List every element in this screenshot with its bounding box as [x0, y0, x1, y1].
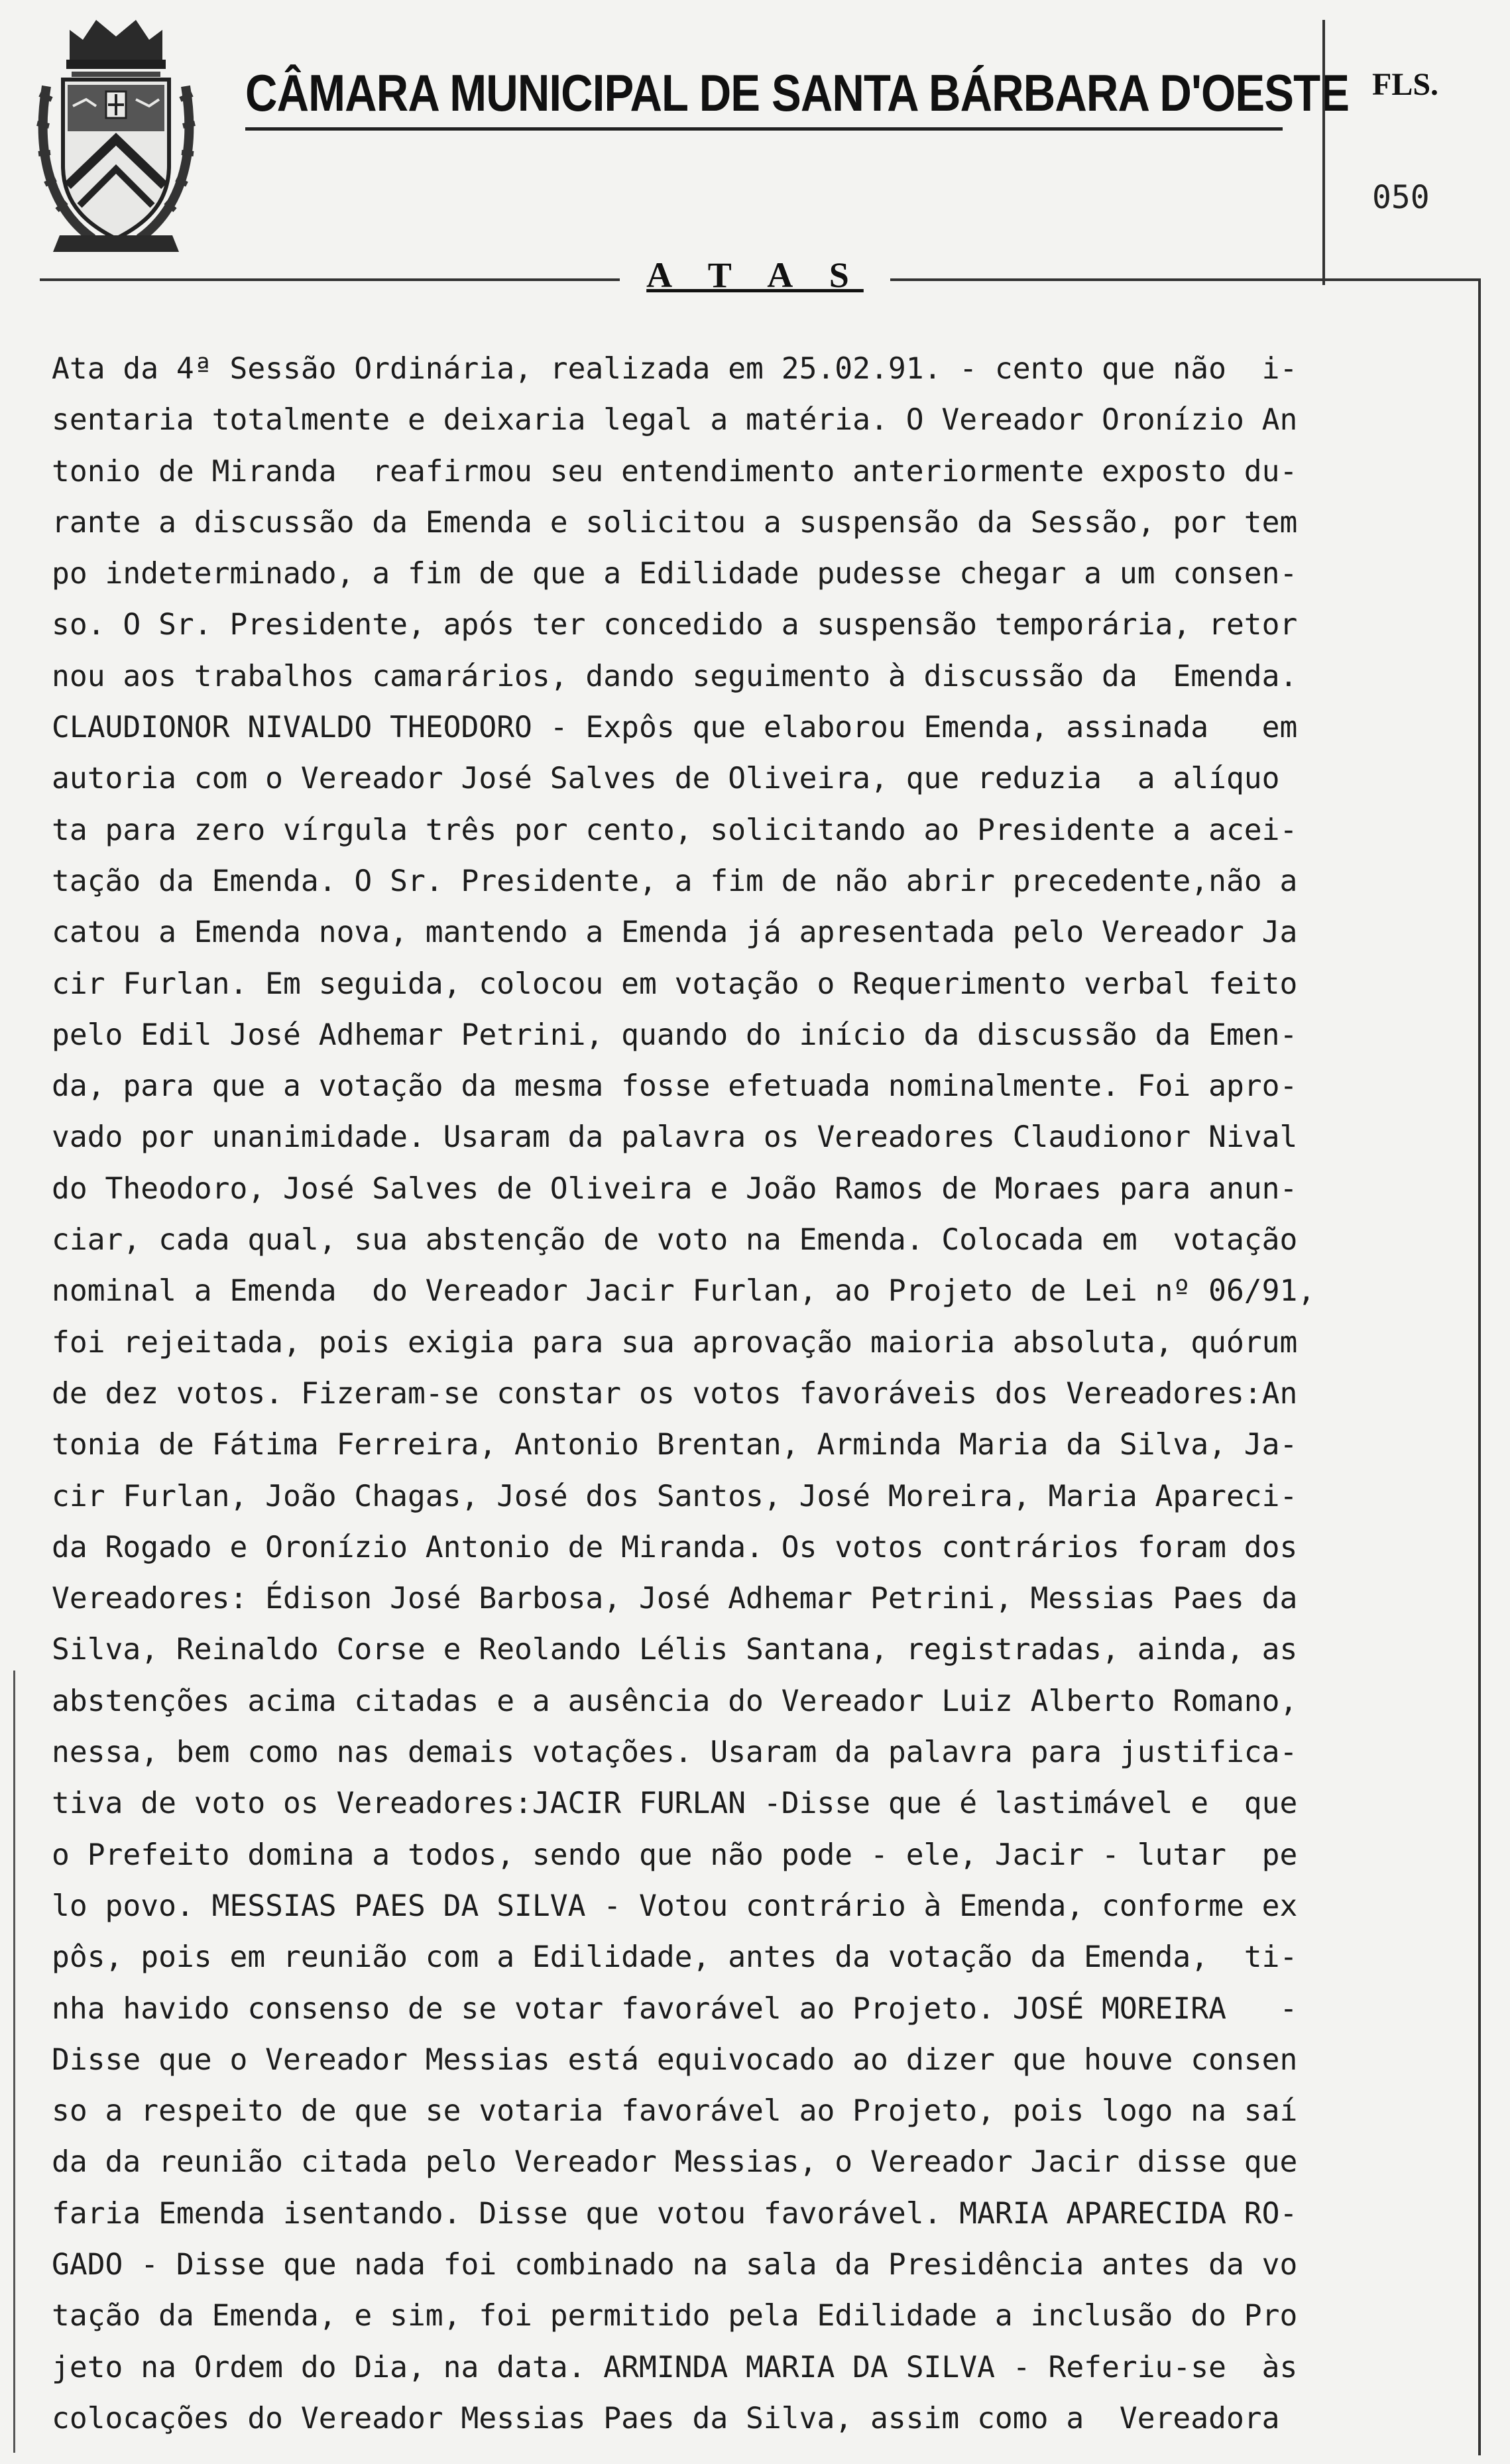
text-line: foi rejeitada, pois exigia para sua aprovação maioria absoluta, quórum [52, 1324, 1298, 1360]
text-line: nominal a Emenda do Vereador Jacir Furlan, ao Projeto de Lei nº 06/91, [52, 1273, 1316, 1309]
text-line: tação da Emenda. O Sr. Presidente, a fim de não abrir precedente,não a [52, 863, 1298, 898]
text-line: de dez votos. Fizeram-se constar os votos favoráveis dos Vereadores:An [52, 1376, 1298, 1411]
text-line: rante a discussão da Emenda e solicitou a suspensão da Sessão, por tem [52, 504, 1298, 540]
text-line: GADO - Disse que nada foi combinado na sala da Presidência antes da vo [52, 2247, 1298, 2282]
text-line: tonio de Miranda reafirmou seu entendimento anteriormente exposto du- [52, 453, 1298, 489]
text-line: po indeterminado, a fim de que a Edilidade pudesse chegar a um consen- [52, 556, 1298, 591]
text-line: autoria com o Vereador José Salves de Oliveira, que reduzia a alíquo [52, 761, 1280, 796]
text-line: catou a Emenda nova, mantendo a Emenda já apresentada pelo Vereador Ja [52, 915, 1298, 950]
text-line: Vereadores: Édison José Barbosa, José Adhemar Petrini, Messias Paes da [52, 1581, 1298, 1616]
text-line: da da reunião citada pelo Vereador Messias, o Vereador Jacir disse que [52, 2144, 1298, 2180]
text-line: tonia de Fátima Ferreira, Antonio Brentan, Arminda Maria da Silva, Ja- [52, 1427, 1298, 1462]
text-line: da Rogado e Oronízio Antonio de Miranda. Os votos contrários foram dos [52, 1529, 1298, 1564]
text-line: da, para que a votação da mesma fosse efetuada nominalmente. Foi apro- [52, 1069, 1298, 1104]
text-line: so. O Sr. Presidente, após ter concedido a suspensão temporária, retor [52, 607, 1298, 642]
text-line: tação da Emenda, e sim, foi permitido pela Edilidade a inclusão do Pro [52, 2298, 1298, 2333]
text-line: so a respeito de que se votaria favorável ao Projeto, pois logo na saí [52, 2093, 1298, 2129]
minutes-body [52, 343, 1474, 2444]
text-line: faria Emenda isentando. Disse que votou favorável. MARIA APARECIDA RO- [52, 2196, 1298, 2231]
text-line: Ata da 4ª Sessão Ordinária, realizada em 25.02.91. - cento que não i- [52, 351, 1298, 386]
text-line: nha havido consenso de se votar favorável ao Projeto. JOSÉ MOREIRA - [52, 1991, 1298, 2026]
text-line: colocações do Vereador Messias Paes da Silva, assim como a Vereadora [52, 2400, 1280, 2435]
text-line: nessa, bem como nas demais votações. Usaram da palavra para justifica- [52, 1735, 1298, 1770]
coat-of-arms-icon [33, 13, 199, 259]
text-line: sentaria totalmente e deixaria legal a matéria. O Vereador Oronízio An [52, 402, 1298, 438]
section-heading-wrap [0, 255, 1510, 320]
text-line: cir Furlan, João Chagas, José dos Santos, José Moreira, Maria Apareci- [52, 1478, 1298, 1513]
text-line: pelo Edil José Adhemar Petrini, quando do início da discussão da Emen- [52, 1017, 1298, 1052]
text-line: lo povo. MESSIAS PAES DA SILVA - Votou contrário à Emenda, conforme ex [52, 1888, 1298, 1923]
text-line: tiva de voto os Vereadores:JACIR FURLAN -Disse que é lastimável e que [52, 1786, 1298, 1821]
text-line: cir Furlan. Em seguida, colocou em votação o Requerimento verbal feito [52, 966, 1298, 1001]
text-line: Disse que o Vereador Messias está equivocado ao dizer que houve consen [52, 2042, 1298, 2077]
text-line: abstenções acima citadas e a ausência do Vereador Luiz Alberto Romano, [52, 1683, 1298, 1718]
text-line: do Theodoro, José Salves de Oliveira e João Ramos de Moraes para anun- [52, 1171, 1298, 1206]
folio-label: FLS. [1372, 67, 1439, 102]
folio-number: 050 [1372, 179, 1430, 216]
institution-title: CÂMARA MUNICIPAL DE SANTA BÁRBARA D'OESTE [245, 64, 1350, 122]
text-line: vado por unanimidade. Usaram da palavra os Vereadores Claudionor Nival [52, 1120, 1298, 1155]
folio-column-divider [1322, 20, 1325, 285]
title-underline [245, 127, 1283, 131]
text-line: CLAUDIONOR NIVALDO THEODORO - Expôs que elaborou Emenda, assinada em [52, 710, 1298, 745]
text-line: jeto na Ordem do Dia, na data. ARMINDA MARIA DA SILVA - Referiu-se às [52, 2349, 1298, 2384]
page-edge-line [13, 1671, 15, 2453]
text-line: pôs, pois em reunião com a Edilidade, antes da votação da Emenda, ti- [52, 1940, 1298, 1975]
text-line: Silva, Reinaldo Corse e Reolando Lélis Santana, registradas, ainda, as [52, 1632, 1298, 1667]
text-line: nou aos trabalhos camarários, dando seguimento à discussão da Emenda. [52, 658, 1298, 693]
text-line: o Prefeito domina a todos, sendo que não pode - ele, Jacir - lutar pe [52, 1837, 1298, 1872]
text-line: ciar, cada qual, sua abstenção de voto na Emenda. Colocada em votação [52, 1222, 1298, 1258]
section-title: A T A S [620, 255, 890, 296]
text-line: ta para zero vírgula três por cento, solicitando ao Presidente a acei- [52, 812, 1298, 847]
